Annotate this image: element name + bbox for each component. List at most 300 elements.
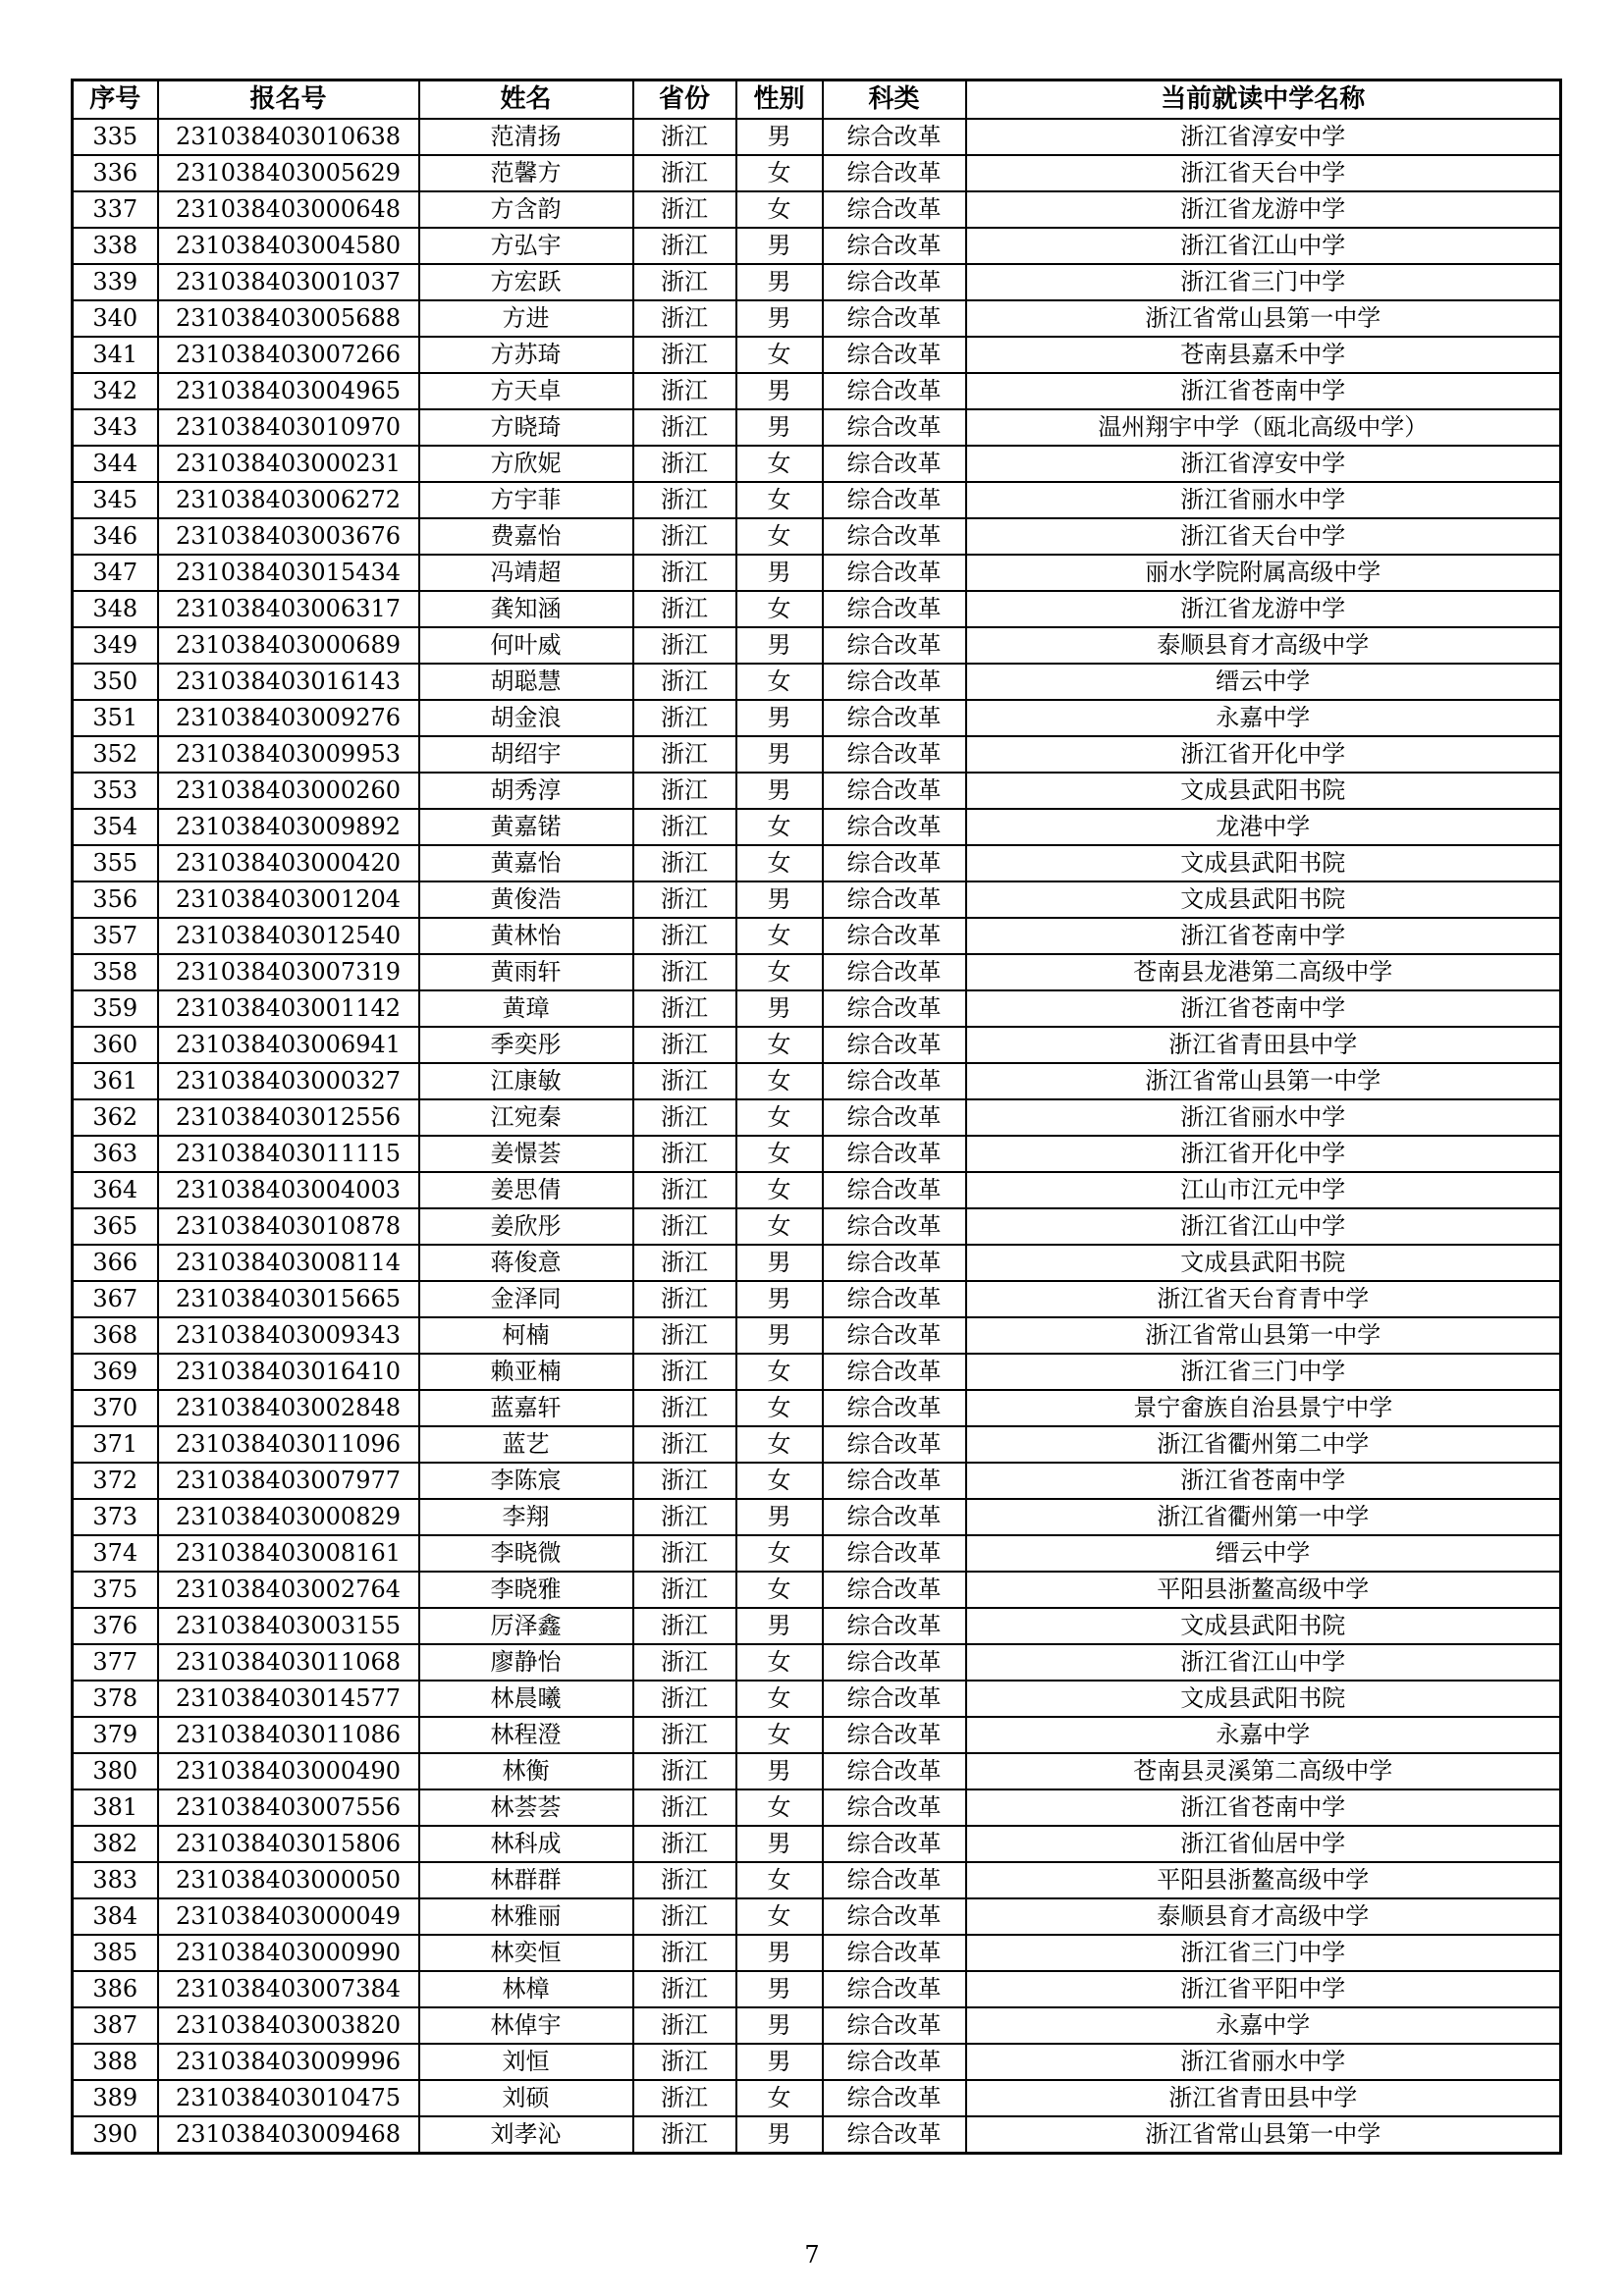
cell-serial-number: 362 (73, 1099, 158, 1136)
cell-serial-number: 383 (73, 1862, 158, 1898)
cell-gender: 女 (736, 664, 823, 700)
cell-name: 方天卓 (419, 373, 633, 409)
cell-subject-category: 综合改革 (823, 1608, 966, 1644)
cell-subject-category: 综合改革 (823, 1063, 966, 1099)
cell-name: 黄俊浩 (419, 881, 633, 918)
cell-name: 廖静怡 (419, 1644, 633, 1681)
cell-province: 浙江 (633, 1136, 736, 1172)
cell-serial-number: 390 (73, 2116, 158, 2154)
cell-serial-number: 364 (73, 1172, 158, 1208)
cell-gender: 男 (736, 1499, 823, 1535)
cell-gender: 女 (736, 337, 823, 373)
cell-name: 龚知涵 (419, 591, 633, 627)
cell-province: 浙江 (633, 591, 736, 627)
cell-gender: 男 (736, 700, 823, 736)
table-row (73, 700, 1561, 736)
cell-current-school: 浙江省苍南中学 (966, 373, 1561, 409)
cell-subject-category: 综合改革 (823, 664, 966, 700)
cell-subject-category: 综合改革 (823, 1971, 966, 2007)
cell-gender: 男 (736, 300, 823, 337)
cell-gender: 女 (736, 191, 823, 228)
cell-subject-category: 综合改革 (823, 1499, 966, 1535)
cell-current-school: 浙江省三门中学 (966, 1354, 1561, 1390)
cell-province: 浙江 (633, 1789, 736, 1826)
cell-current-school: 浙江省丽水中学 (966, 482, 1561, 518)
cell-province: 浙江 (633, 1426, 736, 1463)
table-row (73, 1499, 1561, 1535)
cell-registration-number: 231038403004003 (158, 1172, 419, 1208)
cell-subject-category: 综合改革 (823, 1172, 966, 1208)
cell-gender: 女 (736, 954, 823, 990)
cell-name: 厉泽鑫 (419, 1608, 633, 1644)
cell-gender: 女 (736, 1572, 823, 1608)
cell-name: 黄雨轩 (419, 954, 633, 990)
cell-gender: 女 (736, 446, 823, 482)
cell-current-school: 平阳县浙鳌高级中学 (966, 1572, 1561, 1608)
cell-serial-number: 354 (73, 809, 158, 845)
cell-registration-number: 231038403003820 (158, 2007, 419, 2044)
table-row (73, 1753, 1561, 1789)
cell-registration-number: 231038403009468 (158, 2116, 419, 2154)
cell-serial-number: 346 (73, 518, 158, 555)
cell-current-school: 泰顺县育才高级中学 (966, 627, 1561, 664)
cell-current-school: 温州翔宇中学（瓯北高级中学） (966, 409, 1561, 446)
cell-name: 姜欣彤 (419, 1208, 633, 1245)
cell-gender: 女 (736, 809, 823, 845)
header-subject-category: 科类 (823, 80, 966, 120)
cell-current-school: 景宁畲族自治县景宁中学 (966, 1390, 1561, 1426)
cell-serial-number: 374 (73, 1535, 158, 1572)
table-row (73, 1862, 1561, 1898)
cell-serial-number: 342 (73, 373, 158, 409)
cell-province: 浙江 (633, 1499, 736, 1535)
cell-province: 浙江 (633, 1535, 736, 1572)
cell-subject-category: 综合改革 (823, 1862, 966, 1898)
cell-gender: 男 (736, 409, 823, 446)
cell-registration-number: 231038403016410 (158, 1354, 419, 1390)
page-number: 7 (804, 2241, 820, 2269)
cell-subject-category: 综合改革 (823, 337, 966, 373)
cell-subject-category: 综合改革 (823, 518, 966, 555)
cell-current-school: 浙江省仙居中学 (966, 1826, 1561, 1862)
cell-name: 蓝艺 (419, 1426, 633, 1463)
cell-province: 浙江 (633, 627, 736, 664)
cell-serial-number: 380 (73, 1753, 158, 1789)
cell-province: 浙江 (633, 337, 736, 373)
cell-registration-number: 231038403015806 (158, 1826, 419, 1862)
cell-registration-number: 231038403001204 (158, 881, 419, 918)
cell-registration-number: 231038403001037 (158, 264, 419, 300)
cell-subject-category: 综合改革 (823, 2007, 966, 2044)
header-name: 姓名 (419, 80, 633, 120)
cell-registration-number: 231038403010475 (158, 2080, 419, 2116)
cell-current-school: 江山市江元中学 (966, 1172, 1561, 1208)
table-row (73, 264, 1561, 300)
cell-gender: 男 (736, 2044, 823, 2080)
cell-province: 浙江 (633, 773, 736, 809)
cell-province: 浙江 (633, 1644, 736, 1681)
cell-serial-number: 384 (73, 1898, 158, 1935)
cell-subject-category: 综合改革 (823, 555, 966, 591)
cell-serial-number: 347 (73, 555, 158, 591)
cell-registration-number: 231038403004580 (158, 228, 419, 264)
cell-serial-number: 375 (73, 1572, 158, 1608)
cell-serial-number: 367 (73, 1281, 158, 1317)
cell-province: 浙江 (633, 2080, 736, 2116)
cell-province: 浙江 (633, 1317, 736, 1354)
cell-subject-category: 综合改革 (823, 918, 966, 954)
cell-gender: 女 (736, 1208, 823, 1245)
cell-registration-number: 231038403009953 (158, 736, 419, 773)
cell-province: 浙江 (633, 1681, 736, 1717)
cell-serial-number: 379 (73, 1717, 158, 1753)
cell-registration-number: 231038403012540 (158, 918, 419, 954)
table-row (73, 736, 1561, 773)
cell-registration-number: 231038403008114 (158, 1245, 419, 1281)
cell-province: 浙江 (633, 1826, 736, 1862)
cell-registration-number: 231038403010638 (158, 119, 419, 155)
cell-province: 浙江 (633, 1172, 736, 1208)
cell-gender: 女 (736, 1027, 823, 1063)
cell-subject-category: 综合改革 (823, 1245, 966, 1281)
cell-registration-number: 231038403005629 (158, 155, 419, 191)
cell-name: 李陈宸 (419, 1463, 633, 1499)
cell-subject-category: 综合改革 (823, 591, 966, 627)
cell-registration-number: 231038403000420 (158, 845, 419, 881)
cell-serial-number: 373 (73, 1499, 158, 1535)
table-row (73, 119, 1561, 155)
cell-province: 浙江 (633, 736, 736, 773)
cell-gender: 女 (736, 1426, 823, 1463)
header-registration-number: 报名号 (158, 80, 419, 120)
cell-province: 浙江 (633, 664, 736, 700)
cell-province: 浙江 (633, 1099, 736, 1136)
cell-current-school: 永嘉中学 (966, 700, 1561, 736)
cell-name: 江宛秦 (419, 1099, 633, 1136)
cell-current-school: 文成县武阳书院 (966, 881, 1561, 918)
header-serial-number: 序号 (73, 80, 158, 120)
table-row (73, 300, 1561, 337)
cell-serial-number: 339 (73, 264, 158, 300)
cell-gender: 女 (736, 1644, 823, 1681)
table-row (73, 446, 1561, 482)
cell-name: 方欣妮 (419, 446, 633, 482)
cell-subject-category: 综合改革 (823, 482, 966, 518)
cell-subject-category: 综合改革 (823, 300, 966, 337)
cell-name: 蒋俊意 (419, 1245, 633, 1281)
cell-current-school: 浙江省苍南中学 (966, 1463, 1561, 1499)
table-row (73, 2007, 1561, 2044)
cell-gender: 女 (736, 1390, 823, 1426)
cell-serial-number: 386 (73, 1971, 158, 2007)
cell-current-school: 浙江省龙游中学 (966, 591, 1561, 627)
cell-name: 林奕恒 (419, 1935, 633, 1971)
table-row (73, 518, 1561, 555)
cell-subject-category: 综合改革 (823, 1644, 966, 1681)
cell-serial-number: 381 (73, 1789, 158, 1826)
header-row (73, 80, 1561, 120)
cell-current-school: 苍南县嘉禾中学 (966, 337, 1561, 373)
cell-registration-number: 231038403002848 (158, 1390, 419, 1426)
cell-registration-number: 231038403000648 (158, 191, 419, 228)
cell-serial-number: 350 (73, 664, 158, 700)
cell-registration-number: 231038403007384 (158, 1971, 419, 2007)
cell-serial-number: 366 (73, 1245, 158, 1281)
cell-subject-category: 综合改革 (823, 1136, 966, 1172)
table-row (73, 809, 1561, 845)
cell-gender: 女 (736, 1063, 823, 1099)
cell-gender: 男 (736, 1935, 823, 1971)
cell-registration-number: 231038403009343 (158, 1317, 419, 1354)
table-row (73, 591, 1561, 627)
cell-current-school: 浙江省天台育青中学 (966, 1281, 1561, 1317)
cell-gender: 女 (736, 2080, 823, 2116)
cell-subject-category: 综合改革 (823, 1572, 966, 1608)
cell-serial-number: 372 (73, 1463, 158, 1499)
cell-subject-category: 综合改革 (823, 2044, 966, 2080)
cell-name: 林程澄 (419, 1717, 633, 1753)
cell-name: 蓝嘉轩 (419, 1390, 633, 1426)
cell-province: 浙江 (633, 1390, 736, 1426)
table-row (73, 990, 1561, 1027)
cell-name: 李翔 (419, 1499, 633, 1535)
table-row (73, 881, 1561, 918)
header-province: 省份 (633, 80, 736, 120)
cell-province: 浙江 (633, 555, 736, 591)
cell-registration-number: 231038403000049 (158, 1898, 419, 1935)
table-row (73, 1390, 1561, 1426)
cell-gender: 女 (736, 155, 823, 191)
table-row (73, 1027, 1561, 1063)
cell-serial-number: 363 (73, 1136, 158, 1172)
cell-current-school: 龙港中学 (966, 809, 1561, 845)
table-row (73, 1789, 1561, 1826)
table-row (73, 337, 1561, 373)
cell-registration-number: 231038403008161 (158, 1535, 419, 1572)
cell-subject-category: 综合改革 (823, 373, 966, 409)
table-row (73, 1426, 1561, 1463)
cell-subject-category: 综合改革 (823, 1535, 966, 1572)
cell-serial-number: 371 (73, 1426, 158, 1463)
cell-province: 浙江 (633, 1753, 736, 1789)
cell-serial-number: 349 (73, 627, 158, 664)
cell-current-school: 浙江省江山中学 (966, 1208, 1561, 1245)
cell-name: 费嘉怡 (419, 518, 633, 555)
cell-subject-category: 综合改革 (823, 990, 966, 1027)
cell-current-school: 缙云中学 (966, 1535, 1561, 1572)
cell-gender: 女 (736, 518, 823, 555)
table-row (73, 1136, 1561, 1172)
cell-registration-number: 231038403007977 (158, 1463, 419, 1499)
cell-registration-number: 231038403011096 (158, 1426, 419, 1463)
cell-subject-category: 综合改革 (823, 1681, 966, 1717)
cell-name: 方晓琦 (419, 409, 633, 446)
cell-subject-category: 综合改革 (823, 409, 966, 446)
cell-subject-category: 综合改革 (823, 809, 966, 845)
cell-registration-number: 231038403006941 (158, 1027, 419, 1063)
cell-subject-category: 综合改革 (823, 1826, 966, 1862)
cell-name: 方进 (419, 300, 633, 337)
cell-registration-number: 231038403016143 (158, 664, 419, 700)
cell-serial-number: 335 (73, 119, 158, 155)
cell-gender: 男 (736, 990, 823, 1027)
cell-current-school: 浙江省常山县第一中学 (966, 300, 1561, 337)
cell-gender: 男 (736, 1245, 823, 1281)
cell-gender: 男 (736, 736, 823, 773)
cell-current-school: 浙江省青田县中学 (966, 2080, 1561, 2116)
cell-subject-category: 综合改革 (823, 1281, 966, 1317)
cell-current-school: 苍南县龙港第二高级中学 (966, 954, 1561, 990)
cell-name: 林晨曦 (419, 1681, 633, 1717)
cell-subject-category: 综合改革 (823, 954, 966, 990)
cell-gender: 男 (736, 1317, 823, 1354)
cell-current-school: 浙江省衢州第二中学 (966, 1426, 1561, 1463)
cell-name: 黄璋 (419, 990, 633, 1027)
cell-subject-category: 综合改革 (823, 845, 966, 881)
cell-current-school: 文成县武阳书院 (966, 1608, 1561, 1644)
cell-province: 浙江 (633, 1245, 736, 1281)
cell-name: 范清扬 (419, 119, 633, 155)
cell-province: 浙江 (633, 446, 736, 482)
cell-subject-category: 综合改革 (823, 1208, 966, 1245)
cell-gender: 女 (736, 1789, 823, 1826)
table-row (73, 2080, 1561, 2116)
cell-current-school: 平阳县浙鳌高级中学 (966, 1862, 1561, 1898)
cell-serial-number: 378 (73, 1681, 158, 1717)
cell-subject-category: 综合改革 (823, 2080, 966, 2116)
cell-province: 浙江 (633, 1898, 736, 1935)
cell-registration-number: 231038403003676 (158, 518, 419, 555)
cell-current-school: 文成县武阳书院 (966, 1245, 1561, 1281)
table-row (73, 1826, 1561, 1862)
cell-name: 林荟荟 (419, 1789, 633, 1826)
cell-current-school: 浙江省平阳中学 (966, 1971, 1561, 2007)
cell-subject-category: 综合改革 (823, 2116, 966, 2154)
cell-gender: 女 (736, 1717, 823, 1753)
table-row (73, 1172, 1561, 1208)
cell-province: 浙江 (633, 1208, 736, 1245)
cell-current-school: 文成县武阳书院 (966, 845, 1561, 881)
cell-current-school: 浙江省常山县第一中学 (966, 1317, 1561, 1354)
cell-province: 浙江 (633, 809, 736, 845)
table-row (73, 954, 1561, 990)
cell-gender: 男 (736, 119, 823, 155)
cell-province: 浙江 (633, 1971, 736, 2007)
cell-gender: 男 (736, 1753, 823, 1789)
cell-name: 江康敏 (419, 1063, 633, 1099)
cell-current-school: 浙江省苍南中学 (966, 918, 1561, 954)
cell-registration-number: 231038403001142 (158, 990, 419, 1027)
cell-serial-number: 387 (73, 2007, 158, 2044)
table-row (73, 482, 1561, 518)
cell-province: 浙江 (633, 300, 736, 337)
table-row (73, 1644, 1561, 1681)
cell-province: 浙江 (633, 409, 736, 446)
cell-gender: 女 (736, 1898, 823, 1935)
header-gender: 性别 (736, 80, 823, 120)
cell-current-school: 缙云中学 (966, 664, 1561, 700)
cell-name: 范馨方 (419, 155, 633, 191)
cell-province: 浙江 (633, 1572, 736, 1608)
cell-serial-number: 353 (73, 773, 158, 809)
table-row (73, 1572, 1561, 1608)
cell-current-school: 浙江省常山县第一中学 (966, 2116, 1561, 2154)
cell-serial-number: 361 (73, 1063, 158, 1099)
cell-registration-number: 231038403009276 (158, 700, 419, 736)
table-row (73, 191, 1561, 228)
cell-name: 柯楠 (419, 1317, 633, 1354)
cell-registration-number: 231038403004965 (158, 373, 419, 409)
cell-name: 方苏琦 (419, 337, 633, 373)
table-row (73, 2044, 1561, 2080)
header-current-school: 当前就读中学名称 (966, 80, 1561, 120)
cell-province: 浙江 (633, 700, 736, 736)
cell-current-school: 浙江省衢州第一中学 (966, 1499, 1561, 1535)
cell-name: 胡秀淳 (419, 773, 633, 809)
table-row (73, 155, 1561, 191)
cell-registration-number: 231038403007266 (158, 337, 419, 373)
cell-registration-number: 231038403002764 (158, 1572, 419, 1608)
cell-registration-number: 231038403011115 (158, 1136, 419, 1172)
cell-gender: 女 (736, 1463, 823, 1499)
cell-province: 浙江 (633, 228, 736, 264)
cell-province: 浙江 (633, 2116, 736, 2154)
cell-province: 浙江 (633, 990, 736, 1027)
cell-gender: 男 (736, 264, 823, 300)
table-row (73, 1463, 1561, 1499)
cell-subject-category: 综合改革 (823, 155, 966, 191)
cell-name: 林群群 (419, 1862, 633, 1898)
cell-subject-category: 综合改革 (823, 1426, 966, 1463)
cell-province: 浙江 (633, 1281, 736, 1317)
cell-province: 浙江 (633, 1862, 736, 1898)
table-row (73, 1063, 1561, 1099)
admission-list-table (71, 79, 1562, 2155)
cell-serial-number: 355 (73, 845, 158, 881)
cell-province: 浙江 (633, 2007, 736, 2044)
cell-registration-number: 231038403000829 (158, 1499, 419, 1535)
cell-registration-number: 231038403000990 (158, 1935, 419, 1971)
cell-gender: 男 (736, 1971, 823, 2007)
cell-registration-number: 231038403006272 (158, 482, 419, 518)
cell-current-school: 浙江省青田县中学 (966, 1027, 1561, 1063)
cell-name: 胡金浪 (419, 700, 633, 736)
cell-subject-category: 综合改革 (823, 1099, 966, 1136)
cell-serial-number: 358 (73, 954, 158, 990)
cell-gender: 女 (736, 1681, 823, 1717)
cell-province: 浙江 (633, 1608, 736, 1644)
cell-serial-number: 388 (73, 2044, 158, 2080)
table-row (73, 1317, 1561, 1354)
cell-serial-number: 351 (73, 700, 158, 736)
cell-gender: 男 (736, 2007, 823, 2044)
cell-name: 何叶威 (419, 627, 633, 664)
cell-serial-number: 344 (73, 446, 158, 482)
cell-gender: 男 (736, 881, 823, 918)
cell-registration-number: 231038403000231 (158, 446, 419, 482)
table-row (73, 1099, 1561, 1136)
cell-province: 浙江 (633, 954, 736, 990)
cell-serial-number: 365 (73, 1208, 158, 1245)
table-row (73, 1608, 1561, 1644)
cell-subject-category: 综合改革 (823, 1463, 966, 1499)
cell-name: 方宇菲 (419, 482, 633, 518)
cell-registration-number: 231038403012556 (158, 1099, 419, 1136)
cell-registration-number: 231038403003155 (158, 1608, 419, 1644)
cell-gender: 女 (736, 482, 823, 518)
cell-current-school: 浙江省丽水中学 (966, 2044, 1561, 2080)
cell-province: 浙江 (633, 845, 736, 881)
